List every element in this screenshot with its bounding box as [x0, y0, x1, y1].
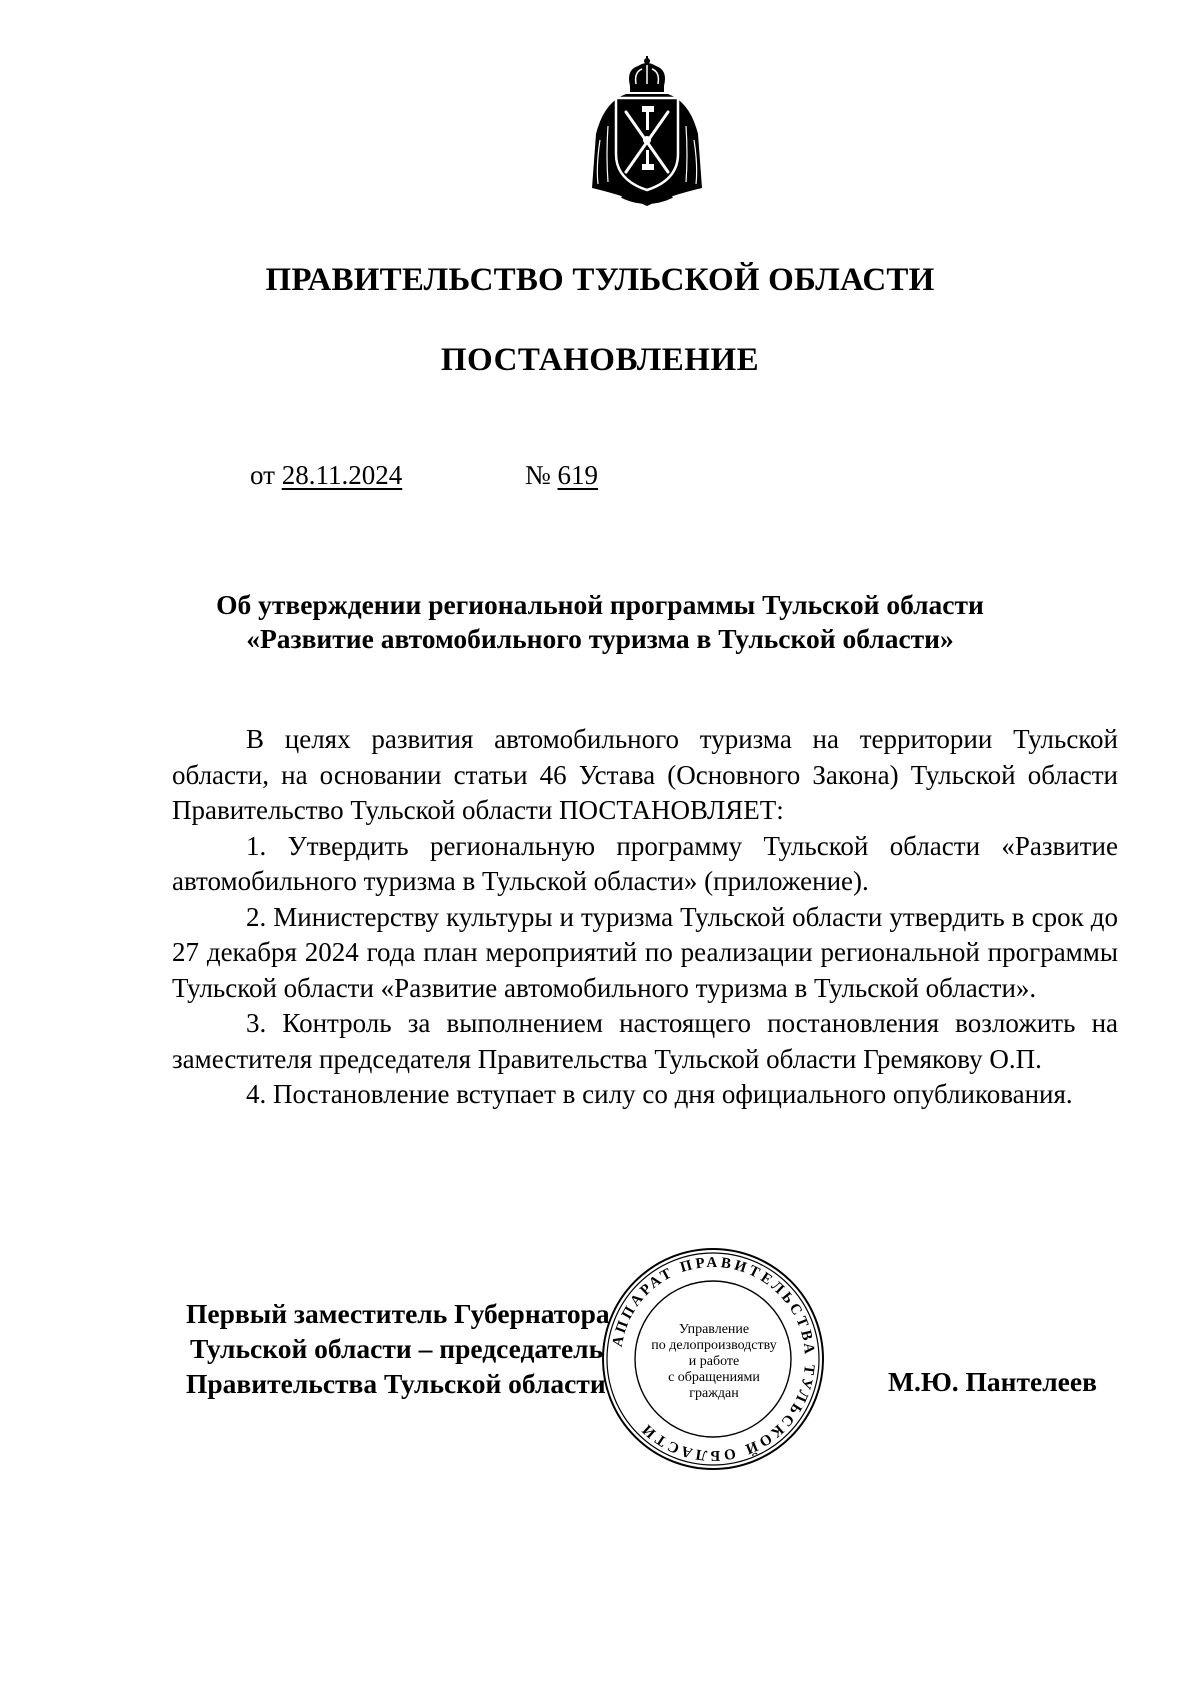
body-paragraph: 4. Постановление вступает в силу со дня официального опубликования. — [246, 1079, 1073, 1109]
number-prefix: № — [525, 460, 551, 490]
crown-icon — [629, 56, 665, 92]
document-type: ПОСТАНОВЛЕНИЕ — [440, 342, 760, 378]
document-date — [250, 460, 402, 491]
document-number — [525, 460, 598, 491]
seal-line: по делопроизводству — [651, 1338, 777, 1353]
date-value: 28.11.2024 — [281, 460, 403, 490]
coat-of-arms-emblem — [586, 56, 708, 208]
seal-line: с обращениями — [668, 1370, 760, 1385]
seal-line: Управление — [678, 1322, 750, 1337]
seal-line: и работе — [688, 1354, 740, 1369]
date-prefix: от — [250, 460, 275, 490]
seal-ring-text: АППАРАТ ПРАВИТЕЛЬСТВА ТУЛЬСКОЙ ОБЛАСТИ — [609, 1254, 818, 1464]
subject-line: Об утверждении региональной программы Тульской области — [216, 589, 984, 620]
body-paragraph: 2. Министерству культуры и туризма Тульской области утвердить в срок до 27 декабря 2024 года план мероприятий по реализации региональной программы Тульской области «Развитие автомобильного туризма в Тульской области». — [172, 901, 1118, 1003]
seal-line: граждан — [689, 1386, 739, 1401]
signatory-name: М.Ю. Пантелеев — [888, 1366, 1097, 1397]
body-paragraph: 1. Утвердить региональную программу Тульской области «Развитие автомобильного туризма в Тульской области» (приложение). — [172, 830, 1118, 896]
position-line: Тульской области – председатель — [190, 1333, 604, 1364]
signatory-position — [186, 1296, 610, 1401]
number-value: 619 — [557, 460, 599, 490]
organization-title: ПРАВИТЕЛЬСТВО ТУЛЬСКОЙ ОБЛАСТИ — [265, 262, 935, 298]
position-line: Правительства Тульской области — [186, 1368, 606, 1399]
document-subject — [0, 588, 1200, 656]
body-paragraph: 3. Контроль за выполнением настоящего постановления возложить на заместителя председателя Правительства Тульской области Гремякову О.П. — [172, 1008, 1118, 1074]
subject-line: «Развитие автомобильного туризма в Тульской области» — [246, 623, 954, 654]
position-line: Первый заместитель Губернатора — [186, 1298, 610, 1329]
document-body — [172, 722, 1118, 1113]
seal-center-text — [636, 1322, 792, 1402]
body-paragraph: В целях развития автомобильного туризма на территории Тульской области, на основании статьи 46 Устава (Основного Закона) Тульской области Правительство Тульской области ПОСТАНОВЛЯЕТ: — [172, 724, 1118, 825]
